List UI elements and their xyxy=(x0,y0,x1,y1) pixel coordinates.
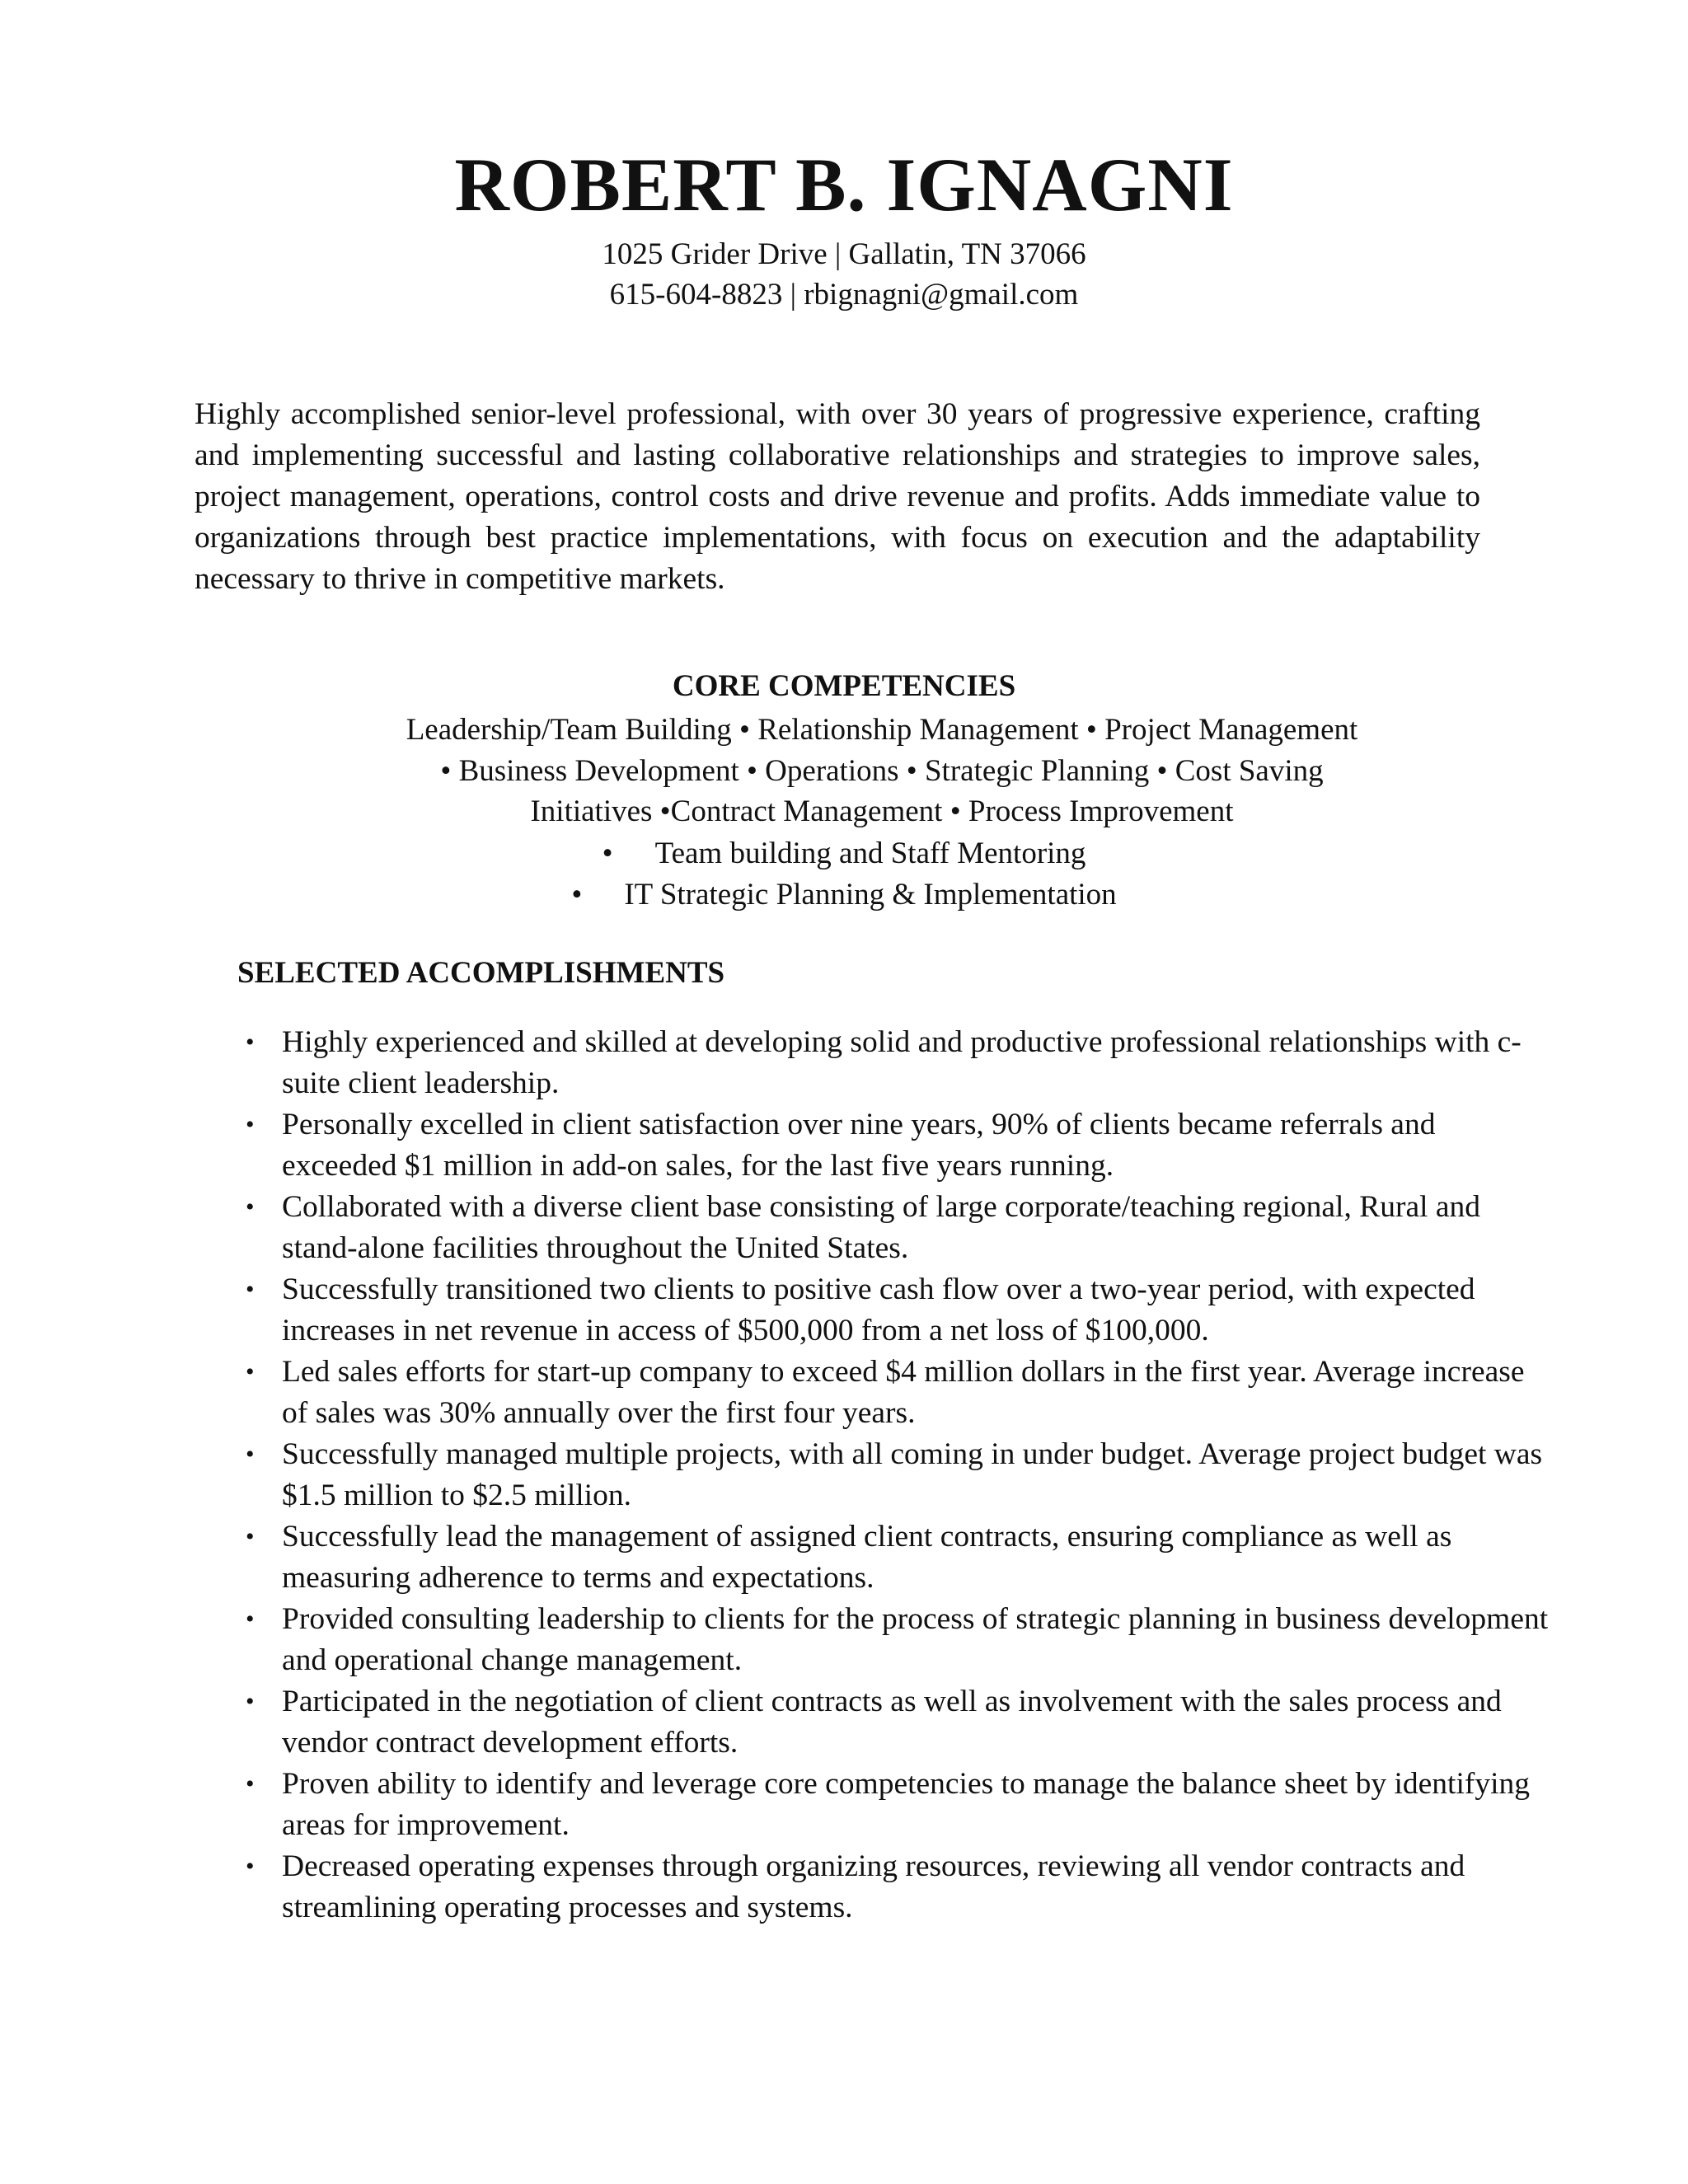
accomplishment-text: Proven ability to identify and leverage core competencies to manage the balance sheet by identifying areas for improvement. xyxy=(282,1767,1531,1842)
core-competencies-line: Initiatives •Contract Management • Process Improvement xyxy=(530,794,1234,828)
accomplishment-text: Highly experienced and skilled at developing solid and productive professional relationships with c-suite client leadership. xyxy=(282,1025,1522,1100)
accomplishment-item xyxy=(237,1599,1556,1680)
bullet-icon: • xyxy=(246,1276,255,1303)
accomplishment-text: Participated in the negotiation of client contracts as well as involvement with the sales process and vendor contract development efforts. xyxy=(282,1685,1502,1760)
bullet-icon: • xyxy=(246,1605,255,1633)
core-competency-bullet xyxy=(0,838,1688,869)
accomplishment-text: Collaborated with a diverse client base consisting of large corporate/teaching regional, Rural and stand-alone facilities throughout the United States. xyxy=(282,1190,1481,1265)
accomplishment-text: Personally excelled in client satisfaction over nine years, 90% of clients became referrals and exceeded $1 million in add-on sales, for the last five years running. xyxy=(282,1108,1436,1183)
accomplishment-text: Led sales efforts for start-up company to exceed $4 million dollars in the first year. Average increase of sales was 30% annually over the first four years. xyxy=(282,1355,1525,1430)
accomplishments-heading: SELECTED ACCOMPLISHMENTS xyxy=(237,956,725,990)
accomplishment-item xyxy=(237,1516,1556,1598)
core-competencies-line: • Business Development • Operations • Strategic Planning • Cost Saving xyxy=(440,754,1324,788)
accomplishment-item xyxy=(237,1846,1556,1928)
accomplishment-text: Provided consulting leadership to clients for the process of strategic planning in business development and operational change management. xyxy=(282,1602,1549,1677)
accomplishment-item xyxy=(237,1764,1556,1845)
bullet-icon: • xyxy=(246,1193,255,1221)
accomplishment-text: Successfully managed multiple projects, with all coming in under budget. Average project budget was $1.5 million to $2.5 million. xyxy=(282,1437,1543,1512)
core-competency-bullet xyxy=(0,879,1688,910)
bullet-icon: • xyxy=(246,1853,255,1880)
bullet-icon: • xyxy=(602,837,613,870)
accomplishments-list xyxy=(237,1022,1556,1929)
accomplishment-item xyxy=(237,1022,1556,1104)
core-competency-text: IT Strategic Planning & Implementation xyxy=(624,878,1117,912)
core-competencies-heading: CORE COMPETENCIES xyxy=(672,669,1016,703)
core-competency-text: Team building and Staff Mentoring xyxy=(654,837,1086,870)
professional-summary: Highly accomplished senior-level professional, with over 30 years of progressive experience, crafting and implementing successful and lasting collaborative relationships and strategies to improve sales, project management, operations, control costs and drive revenue and profits. Adds immediate value to organizations through best practice implementations, with focus on execution and the adaptability necessary to thrive in competitive markets. xyxy=(195,397,1480,596)
bullet-icon: • xyxy=(246,1111,255,1138)
bullet-icon: • xyxy=(571,878,583,912)
bullet-icon: • xyxy=(246,1441,255,1468)
accomplishment-text: Successfully transitioned two clients to positive cash flow over a two-year period, with expected increases in net revenue in access of $500,000 from a net loss of $100,000. xyxy=(282,1272,1475,1347)
accomplishment-item xyxy=(237,1434,1556,1516)
accomplishment-item xyxy=(237,1187,1556,1268)
bullet-icon: • xyxy=(246,1029,255,1056)
bullet-icon: • xyxy=(246,1688,255,1715)
accomplishment-text: Successfully lead the management of assigned client contracts, ensuring compliance as well as measuring adherence to terms and expectations. xyxy=(282,1520,1452,1595)
address-line: 1025 Grider Drive | Gallatin, TN 37066 xyxy=(602,237,1086,271)
accomplishment-item xyxy=(237,1269,1556,1351)
accomplishment-item xyxy=(237,1352,1556,1433)
candidate-name: ROBERT B. IGNAGNI xyxy=(454,143,1234,227)
core-competencies-line: Leadership/Team Building • Relationship Management • Project Management xyxy=(406,713,1358,747)
contact-line: 615-604-8823 | rbignagni@gmail.com xyxy=(609,278,1079,312)
bullet-icon: • xyxy=(246,1358,255,1385)
accomplishment-item xyxy=(237,1681,1556,1763)
bullet-icon: • xyxy=(246,1523,255,1550)
accomplishment-item xyxy=(237,1104,1556,1186)
accomplishment-text: Decreased operating expenses through organizing resources, reviewing all vendor contracts and streamlining operating processes and systems. xyxy=(282,1849,1465,1924)
bullet-icon: • xyxy=(246,1770,255,1797)
